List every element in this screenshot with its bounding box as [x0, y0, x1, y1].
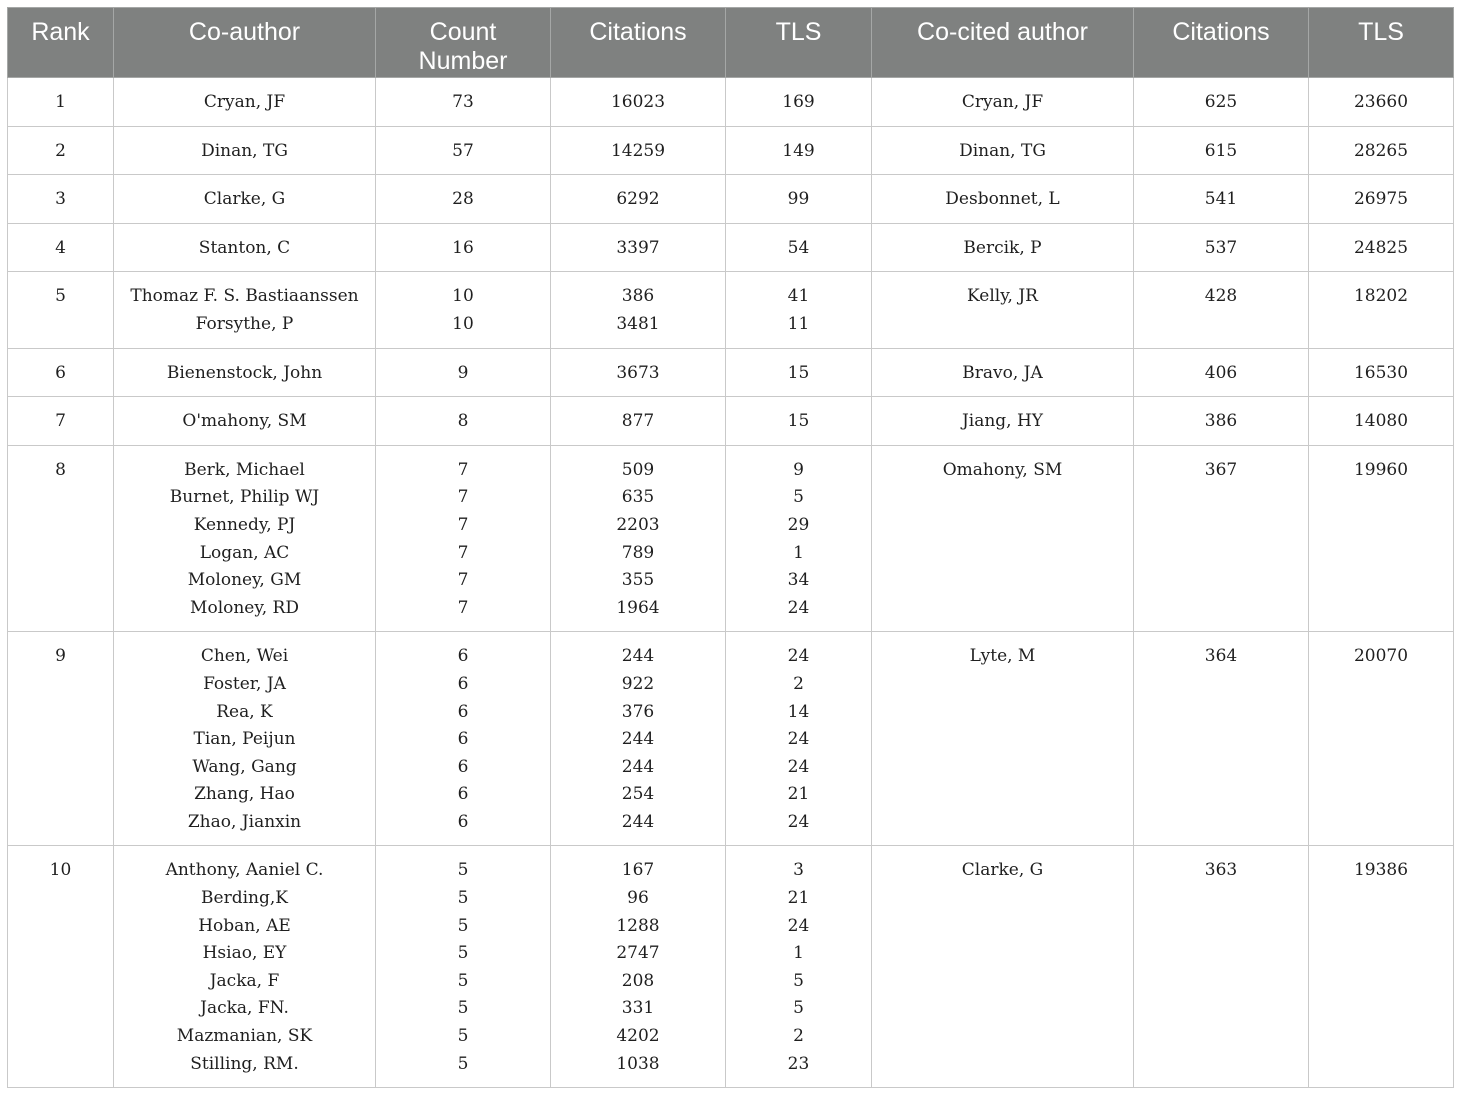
table-row — [8, 126, 1454, 175]
header-cocited-citations: Citations — [1134, 8, 1309, 78]
co-cited-author-cell: Bercik, P — [872, 223, 1134, 272]
count-cell-line: 7 — [457, 459, 469, 480]
tls-cell — [726, 445, 872, 632]
co-cited-author-cell: Kelly, JR — [872, 272, 1134, 348]
count-cell — [376, 846, 551, 1088]
citations-cell — [551, 78, 726, 127]
count-cell-line: 5 — [457, 915, 469, 936]
cocited-citations-cell: 367 — [1134, 445, 1309, 632]
citations-cell-line: 2203 — [616, 514, 660, 535]
cocited-citations-cell: 428 — [1134, 272, 1309, 348]
co-author-cell-line: Hsiao, EY — [202, 943, 287, 964]
count-cell-line: 6 — [457, 756, 469, 777]
count-cell-line: 6 — [457, 646, 469, 667]
coauthor-table — [7, 7, 1454, 1088]
co-author-cell — [114, 78, 376, 127]
table-row — [8, 397, 1454, 446]
tls-cell-line: 15 — [787, 411, 810, 432]
count-cell — [376, 348, 551, 397]
header-citations: Citations — [551, 8, 726, 78]
count-cell-line: 16 — [452, 237, 474, 258]
count-cell-line: 8 — [457, 411, 469, 432]
rank-cell: 9 — [8, 632, 114, 846]
count-cell-line: 7 — [457, 542, 469, 563]
citations-cell-line: 244 — [621, 811, 655, 832]
header-count-number — [376, 8, 551, 78]
cocited-citations-cell: 537 — [1134, 223, 1309, 272]
co-cited-author-cell: Cryan, JF — [872, 78, 1134, 127]
cocited-tls-cell: 18202 — [1309, 272, 1454, 348]
co-author-cell-line: Berk, Michael — [184, 459, 305, 480]
table-row — [8, 78, 1454, 127]
citations-cell-line: 3397 — [616, 237, 660, 258]
tls-cell — [726, 223, 872, 272]
citations-cell-line: 789 — [621, 542, 655, 563]
citations-cell-line: 922 — [621, 673, 655, 694]
tls-cell-line: 24 — [787, 811, 810, 832]
count-cell-line: 7 — [457, 487, 469, 508]
citations-cell-line: 4202 — [616, 1026, 660, 1047]
co-author-cell-line: Clarke, G — [203, 189, 286, 210]
tls-cell-line: 24 — [787, 729, 810, 750]
tls-cell — [726, 348, 872, 397]
citations-cell-line: 386 — [621, 286, 655, 307]
citations-cell-line: 2747 — [616, 943, 660, 964]
count-cell-line: 73 — [452, 92, 474, 112]
co-author-cell-line: Rea, K — [216, 701, 273, 722]
citations-cell — [551, 445, 726, 632]
co-author-cell-line: Tian, Peijun — [193, 729, 296, 750]
co-author-cell-line: Bienenstock, John — [166, 362, 323, 383]
co-author-cell — [114, 445, 376, 632]
tls-cell-line: 23 — [787, 1053, 810, 1074]
tls-cell-line: 11 — [787, 313, 810, 334]
count-cell — [376, 126, 551, 175]
co-author-cell-line: Zhang, Hao — [194, 784, 295, 805]
citations-cell-line: 244 — [621, 729, 655, 750]
co-author-cell-line: Moloney, RD — [190, 597, 299, 618]
tls-cell-line: 1 — [793, 542, 804, 563]
co-author-cell-line: O'mahony, SM — [182, 411, 307, 432]
count-cell — [376, 272, 551, 348]
count-cell-line: 6 — [457, 811, 469, 832]
co-cited-author-cell: Jiang, HY — [872, 397, 1134, 446]
co-author-cell-line: Anthony, Aaniel C. — [165, 860, 324, 881]
citations-cell — [551, 175, 726, 224]
count-cell-line: 7 — [457, 597, 469, 618]
co-author-cell-line: Stanton, C — [198, 237, 291, 258]
cocited-tls-cell: 26975 — [1309, 175, 1454, 224]
citations-cell-line: 635 — [621, 487, 655, 508]
tls-cell-line: 99 — [787, 189, 810, 210]
co-author-cell — [114, 126, 376, 175]
rank-cell: 10 — [8, 846, 114, 1088]
tls-cell-line: 5 — [793, 970, 804, 991]
tls-cell — [726, 126, 872, 175]
citations-cell-line: 3673 — [616, 362, 660, 383]
co-author-cell-line: Dinan, TG — [201, 140, 288, 161]
co-cited-author-cell: Lyte, M — [872, 632, 1134, 846]
citations-cell — [551, 632, 726, 846]
tls-cell-line: 24 — [787, 915, 810, 936]
citations-cell — [551, 846, 726, 1088]
count-cell-line: 5 — [457, 943, 469, 964]
cocited-citations-cell: 364 — [1134, 632, 1309, 846]
co-author-cell-line: Forsythe, P — [195, 313, 294, 334]
co-author-cell-line: Hoban, AE — [198, 915, 291, 936]
citations-cell-line: 877 — [621, 411, 655, 432]
co-cited-author-cell: Bravo, JA — [872, 348, 1134, 397]
count-cell-line: 57 — [452, 140, 474, 161]
count-cell — [376, 175, 551, 224]
table-row — [8, 348, 1454, 397]
tls-cell — [726, 272, 872, 348]
citations-cell-line: 509 — [621, 459, 655, 480]
co-author-cell-line: Chen, Wei — [200, 646, 289, 667]
tls-cell-line: 2 — [793, 673, 804, 694]
citations-cell-line: 244 — [621, 646, 655, 667]
table-row — [8, 632, 1454, 846]
rank-cell: 4 — [8, 223, 114, 272]
cocited-citations-cell: 363 — [1134, 846, 1309, 1088]
table-header — [8, 8, 1454, 78]
tls-cell-line: 54 — [787, 237, 810, 258]
count-cell-line: 5 — [457, 860, 469, 881]
citations-cell — [551, 397, 726, 446]
co-author-cell-line: Burnet, Philip WJ — [169, 487, 320, 508]
header-row — [8, 8, 1454, 78]
citations-cell-line: 376 — [621, 701, 655, 722]
tls-cell-line: 9 — [793, 459, 804, 480]
co-author-cell-line: Wang, Gang — [192, 756, 297, 777]
count-cell-line: 5 — [457, 1026, 469, 1047]
citations-cell — [551, 348, 726, 397]
count-cell — [376, 445, 551, 632]
cocited-tls-cell: 19386 — [1309, 846, 1454, 1088]
citations-cell-line: 167 — [621, 860, 655, 881]
tls-cell-line: 1 — [793, 943, 804, 964]
co-author-cell — [114, 397, 376, 446]
header-tls: TLS — [726, 8, 872, 78]
count-cell-line: 5 — [457, 888, 469, 909]
citations-cell — [551, 223, 726, 272]
co-author-cell — [114, 846, 376, 1088]
tls-cell-line: 24 — [787, 597, 810, 618]
tls-cell-line: 41 — [787, 286, 810, 307]
cocited-tls-cell: 19960 — [1309, 445, 1454, 632]
count-cell-line: 5 — [457, 1053, 469, 1074]
co-cited-author-cell: Clarke, G — [872, 846, 1134, 1088]
tls-cell-line: 21 — [787, 784, 810, 805]
count-cell-line: 28 — [452, 189, 474, 210]
cocited-tls-cell: 24825 — [1309, 223, 1454, 272]
citations-cell-line: 14259 — [610, 140, 666, 161]
citations-cell — [551, 272, 726, 348]
cocited-tls-cell: 28265 — [1309, 126, 1454, 175]
co-author-cell — [114, 272, 376, 348]
co-author-cell-line: Berding,K — [201, 888, 288, 909]
count-cell-line: 6 — [457, 784, 469, 805]
co-cited-author-cell: Desbonnet, L — [872, 175, 1134, 224]
co-author-cell — [114, 175, 376, 224]
cocited-citations-cell: 615 — [1134, 126, 1309, 175]
citations-cell-line: 3481 — [616, 313, 660, 334]
citations-cell-line: 6292 — [616, 189, 660, 210]
table-row — [8, 846, 1454, 1088]
citations-cell-line: 254 — [621, 784, 655, 805]
table-row — [8, 175, 1454, 224]
citations-cell-line: 208 — [621, 970, 655, 991]
cocited-tls-cell: 20070 — [1309, 632, 1454, 846]
count-cell-line: 5 — [457, 970, 469, 991]
citations-cell-line: 355 — [621, 570, 655, 591]
table-row — [8, 223, 1454, 272]
co-author-cell-line: Mazmanian, SK — [176, 1026, 313, 1047]
tls-cell — [726, 175, 872, 224]
tls-cell-line: 5 — [793, 487, 804, 508]
tls-cell-line: 149 — [782, 140, 815, 161]
cocited-tls-cell: 14080 — [1309, 397, 1454, 446]
count-cell — [376, 632, 551, 846]
co-author-cell-line: Cryan, JF — [203, 92, 286, 112]
cocited-tls-cell: 16530 — [1309, 348, 1454, 397]
rank-cell: 5 — [8, 272, 114, 348]
tls-cell-line: 24 — [787, 646, 810, 667]
tls-cell-line: 24 — [787, 756, 810, 777]
count-cell — [376, 78, 551, 127]
count-cell — [376, 223, 551, 272]
tls-cell-line: 29 — [787, 514, 810, 535]
citations-cell-line: 16023 — [610, 92, 666, 112]
co-cited-author-cell: Dinan, TG — [872, 126, 1134, 175]
citations-cell-line: 1964 — [616, 597, 660, 618]
count-cell-line: 9 — [457, 362, 469, 383]
cocited-citations-cell: 625 — [1134, 78, 1309, 127]
tls-cell-line: 21 — [787, 888, 810, 909]
cocited-tls-cell: 23660 — [1309, 78, 1454, 127]
co-author-cell-line: Zhao, Jianxin — [187, 811, 302, 832]
tls-cell — [726, 78, 872, 127]
table-body — [8, 78, 1454, 1088]
citations-cell-line: 331 — [621, 998, 655, 1019]
count-cell-line: 6 — [457, 673, 469, 694]
tls-cell-line: 2 — [793, 1026, 804, 1047]
count-cell-line: 5 — [457, 998, 469, 1019]
count-cell — [376, 397, 551, 446]
header-count-number-label: Count Number — [418, 18, 508, 75]
co-author-cell-line: Thomaz F. S. Bastiaanssen — [130, 286, 359, 307]
tls-cell-line: 34 — [787, 570, 810, 591]
table-row — [8, 445, 1454, 632]
header-co-author: Co-author — [114, 8, 376, 78]
count-cell-line: 7 — [457, 514, 469, 535]
count-cell-line: 6 — [457, 701, 469, 722]
citations-cell-line: 96 — [627, 888, 649, 909]
rank-cell: 6 — [8, 348, 114, 397]
co-author-cell-line: Jacka, FN. — [200, 998, 289, 1019]
citations-cell-line: 1038 — [616, 1053, 660, 1074]
tls-cell — [726, 397, 872, 446]
co-author-cell-line: Logan, AC — [199, 542, 290, 563]
table-row — [8, 272, 1454, 348]
co-author-cell-line: Jacka, F — [209, 970, 280, 991]
co-author-cell — [114, 348, 376, 397]
co-author-cell-line: Stilling, RM. — [190, 1053, 299, 1074]
tls-cell-line: 169 — [782, 92, 815, 112]
cocited-citations-cell: 386 — [1134, 397, 1309, 446]
co-author-cell — [114, 632, 376, 846]
header-co-cited-author: Co-cited author — [872, 8, 1134, 78]
tls-cell-line: 5 — [793, 998, 804, 1019]
citations-cell — [551, 126, 726, 175]
citations-cell-line: 244 — [621, 756, 655, 777]
tls-cell-line: 14 — [787, 701, 810, 722]
rank-cell: 3 — [8, 175, 114, 224]
citations-cell-line: 1288 — [616, 915, 660, 936]
tls-cell — [726, 632, 872, 846]
co-cited-author-cell: Omahony, SM — [872, 445, 1134, 632]
rank-cell: 1 — [8, 78, 114, 127]
tls-cell-line: 15 — [787, 362, 810, 383]
cocited-citations-cell: 406 — [1134, 348, 1309, 397]
rank-cell: 2 — [8, 126, 114, 175]
cocited-citations-cell: 541 — [1134, 175, 1309, 224]
count-cell-line: 10 — [452, 286, 474, 307]
tls-cell-line: 3 — [793, 860, 804, 881]
count-cell-line: 7 — [457, 570, 469, 591]
rank-cell: 7 — [8, 397, 114, 446]
rank-cell: 8 — [8, 445, 114, 632]
co-author-cell — [114, 223, 376, 272]
tls-cell — [726, 846, 872, 1088]
count-cell-line: 10 — [452, 313, 474, 334]
co-author-cell-line: Moloney, GM — [187, 570, 302, 591]
header-cocited-tls: TLS — [1309, 8, 1454, 78]
co-author-cell-line: Kennedy, PJ — [193, 514, 296, 535]
co-author-cell-line: Foster, JA — [203, 673, 286, 694]
count-cell-line: 6 — [457, 729, 469, 750]
header-rank: Rank — [8, 8, 114, 78]
